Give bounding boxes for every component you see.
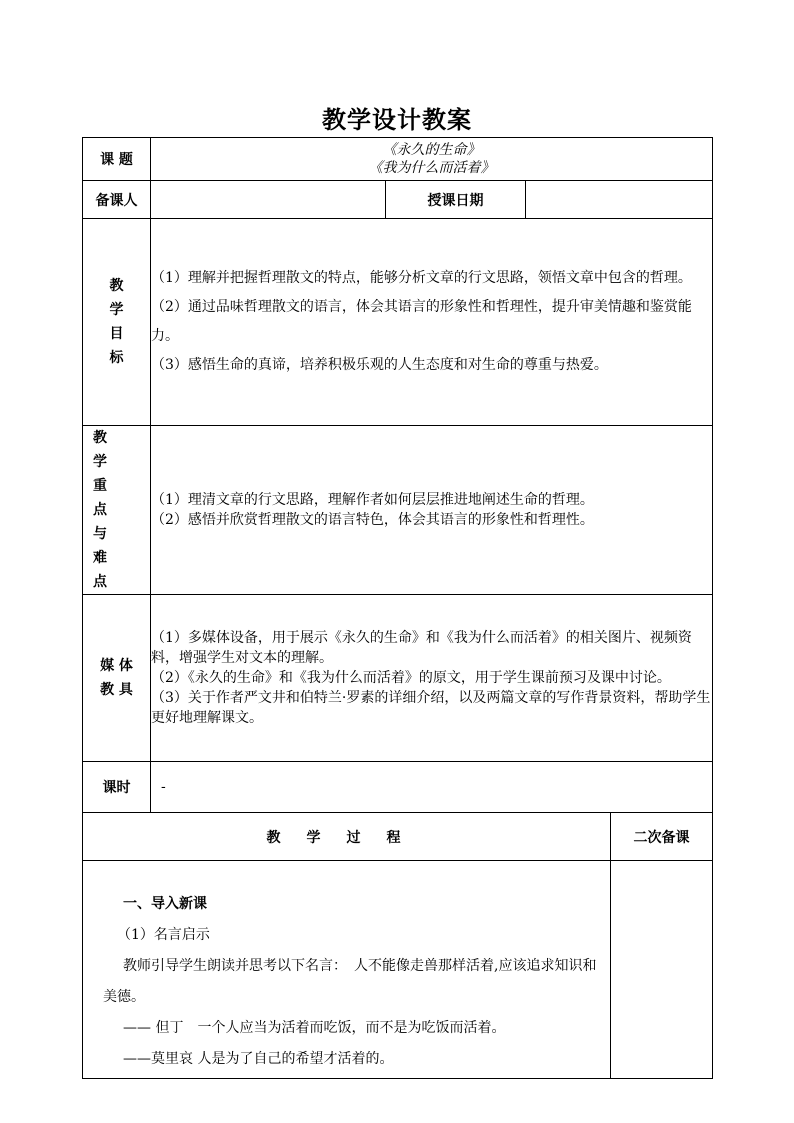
page-title: 教学设计教案: [322, 105, 472, 134]
objectives-content: [151, 219, 713, 426]
objectives-label: [83, 219, 151, 426]
second-prep-cell: [611, 861, 713, 1079]
objective-item-2: （2）通过品味哲理散文的语言，体会其语言的形象性和哲理性，提升审美情趣和鉴赏能力。: [151, 299, 692, 344]
objectives-label-char-4: 标: [109, 350, 124, 366]
periods-row: [83, 762, 713, 813]
objectives-row: [83, 219, 713, 426]
topic-line-2: 《我为什么而活着》: [368, 160, 495, 176]
lesson-plan-table: [82, 137, 713, 1079]
key-points-label-line-2: 重 点: [93, 478, 117, 518]
process-content: [83, 861, 611, 1079]
media-label-line-1: 媒 体: [100, 658, 133, 674]
process-quote-2: ——莫里哀 人是为了自己的希望才活着的。: [123, 1051, 394, 1067]
objective-item-3: （3）感悟生命的真谛，培养积极乐观的人生态度和对生命的尊重与热爱。: [151, 357, 608, 373]
key-point-item-2: （2）感悟并欣赏哲理散文的语言特色，体会其语言的形象性和哲理性。: [151, 512, 594, 528]
periods-label: 课时: [83, 762, 151, 813]
periods-value: -: [151, 762, 713, 813]
media-content: [151, 595, 713, 762]
key-points-label: [83, 426, 151, 595]
process-heading: 教学过程: [83, 813, 611, 861]
preparer-value: [151, 181, 386, 219]
media-row: [83, 595, 713, 762]
objective-item-1: （1）理解并把握哲理散文的特点，能够分析文章的行文思路，领悟文章中包含的哲理。: [151, 270, 692, 286]
topic-line-1: 《永久的生命》: [382, 142, 481, 158]
key-points-row: [83, 426, 713, 595]
date-label: 授课日期: [386, 181, 526, 219]
topic-value: [151, 138, 713, 181]
objectives-label-char-1: 教: [109, 278, 124, 294]
objectives-label-char-2: 学: [109, 302, 124, 318]
preparer-row: [83, 181, 713, 219]
process-header-row: [83, 813, 713, 861]
topic-row: [83, 138, 713, 181]
key-points-label-line-3: 与 难: [93, 526, 117, 566]
key-points-content: [151, 426, 713, 595]
media-item-3: （3）关于作者严文井和伯特兰·罗素的详细介绍，以及两篇文章的写作背景资料，帮助学生更好地理解课文。: [151, 690, 711, 726]
date-value: [526, 181, 713, 219]
preparer-label: 备课人: [83, 181, 151, 219]
media-label-line-2: 教 具: [100, 682, 133, 698]
process-body-row: [83, 861, 713, 1079]
objectives-label-char-3: 目: [109, 326, 124, 342]
process-intro: 教师引导学生朗读并思考以下名言： 人不能像走兽那样活着,应该追求知识和美德。: [103, 958, 597, 1005]
process-sub-title: （1）名言启示: [117, 927, 210, 943]
process-quote-1: —— 但丁 一个人应当为活着而吃饭，而不是为吃饭而活着。: [123, 1020, 506, 1036]
second-prep-label: 二次备课: [611, 813, 713, 861]
process-section-title: 一、导入新课: [123, 896, 207, 912]
media-label: [83, 595, 151, 762]
key-point-item-1: （1）理清文章的行文思路，理解作者如何层层推进地阐述生命的哲理。: [151, 492, 594, 508]
media-item-2: （2）《永久的生命》和《我为什么而活着》的原文，用于学生课前预习及课中讨论。: [151, 670, 671, 686]
media-item-1: （1）多媒体设备，用于展示《永久的生命》和《我为什么而活着》的相关图片、视频资料，增强学生对文本的理解。: [151, 630, 692, 666]
topic-label: 课 题: [83, 138, 151, 181]
key-points-label-line-1: 教 学: [93, 430, 117, 470]
key-points-label-line-4: 点: [93, 574, 117, 590]
